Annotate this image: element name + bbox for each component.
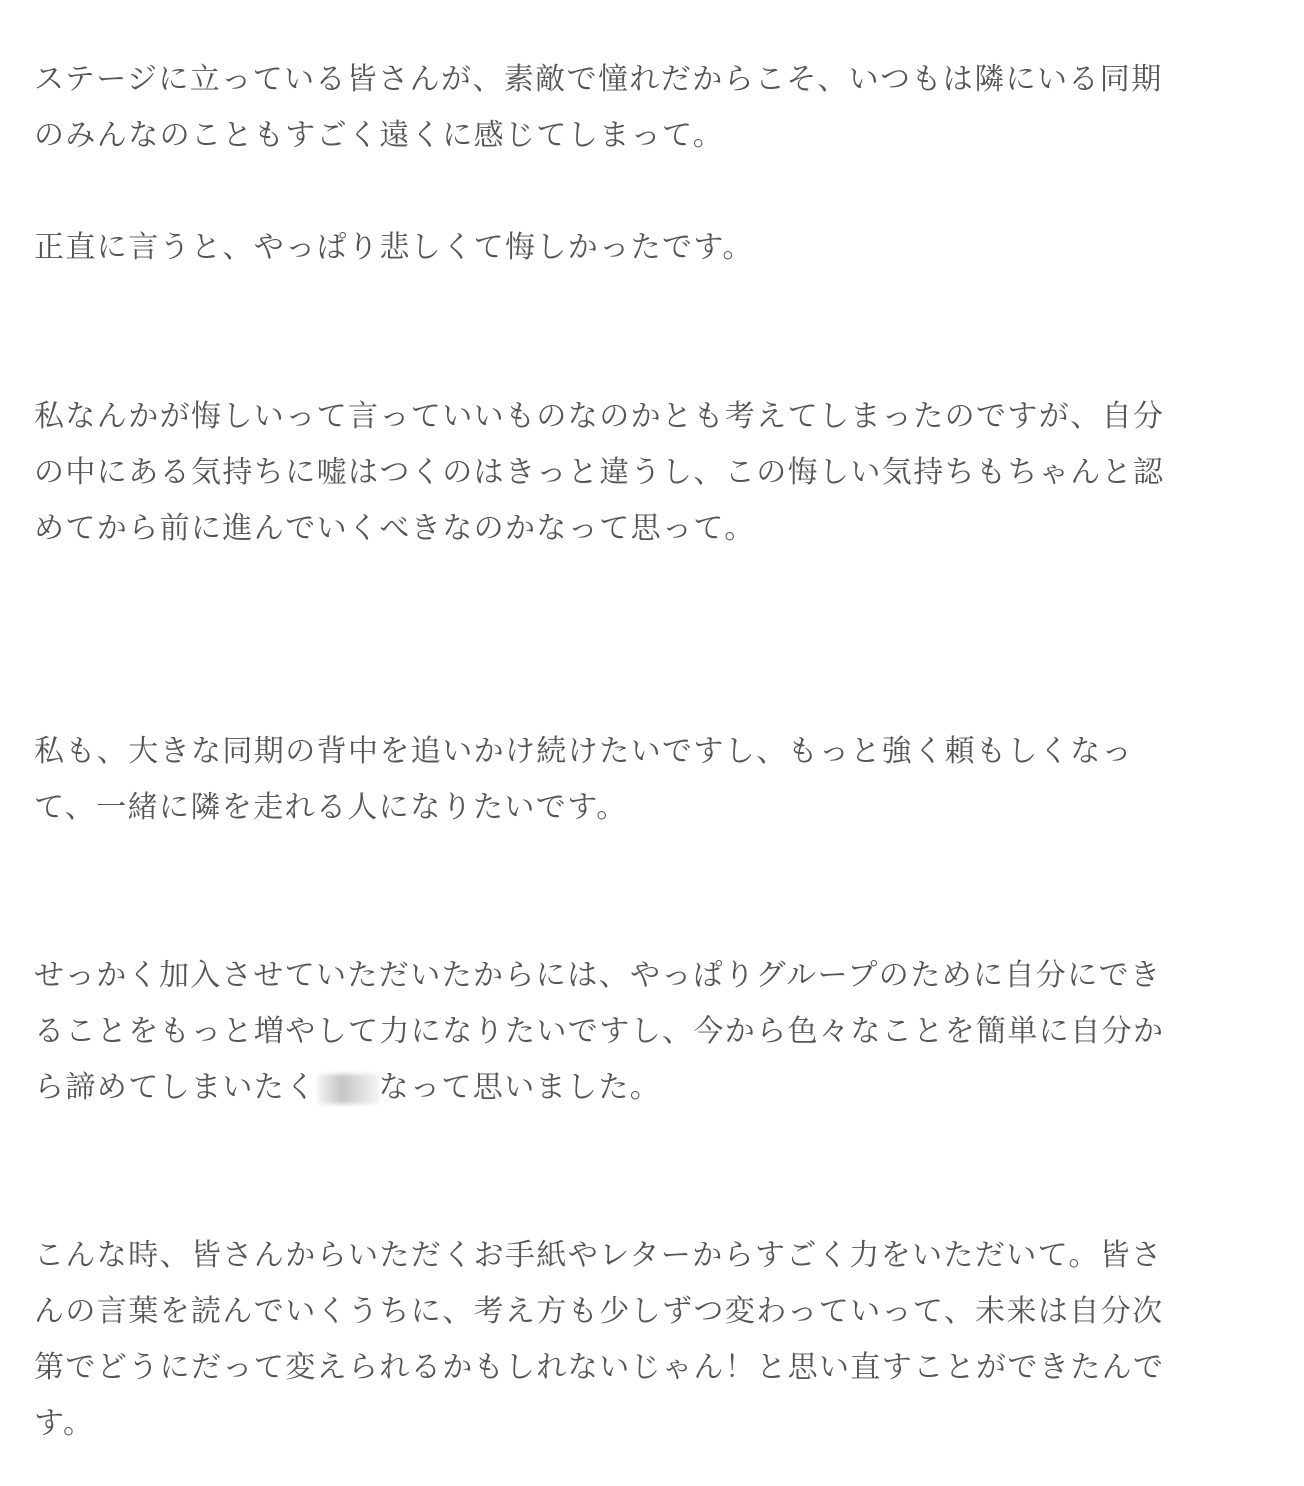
redacted-text [317,1074,379,1104]
text-line: 第でどうにだって変えられるかもしれないじゃん！と思い直すことができたんで [34,1350,1165,1385]
text-line: 私も、大きな同期の背中を追いかけ続けたいですし、もっと強く頼もしくなっ [34,734,1133,769]
text-line: のみんなのこともすごく遠くに感じてしまって。 [34,118,725,153]
text-line: の中にある気持ちに嘘はつくのはきっと違うし、この悔しい気持ちもちゃんと認 [34,455,1165,490]
text-segment: ら諦めてしまいたく [34,1070,317,1105]
text-line: ステージに立っている皆さんが、素敵で憧れだからこそ、いつもは隣にいる同期 [34,62,1163,97]
text-line: こんな時、皆さんからいただくお手紙やレターからすごく力をいただいて。皆さ [34,1238,1163,1273]
text-line: んの言葉を読んでいくうちに、考え方も少しずつ変わっていって、未来は自分次 [34,1294,1164,1329]
text-line: 私なんかが悔しいって言っていいものなのかとも考えてしまったのですが、自分 [34,399,1165,434]
text-segment: なって思いました。 [378,1070,662,1105]
text-line: て、一緒に隣を走れる人になりたいです。 [34,790,628,825]
text-line: ることをもっと増やして力になりたいですし、今から色々なことを簡単に自分か [34,1014,1165,1049]
paragraph [34,948,1264,1116]
paragraph [34,724,1264,836]
paragraph [34,389,1264,557]
text-line [34,1060,1264,1116]
text-line: せっかく加入させていただいたからには、やっぱりグループのために自分にでき [34,958,1162,993]
paragraph [34,52,1264,164]
text-line: す。 [34,1406,95,1441]
text-line: めてから前に進んでいくべきなのかなって思って。 [34,511,756,546]
paragraph [34,1228,1264,1452]
text-line: 正直に言うと、やっぱり悲しくて悔しかったです。 [34,230,754,265]
paragraph [34,220,1264,276]
